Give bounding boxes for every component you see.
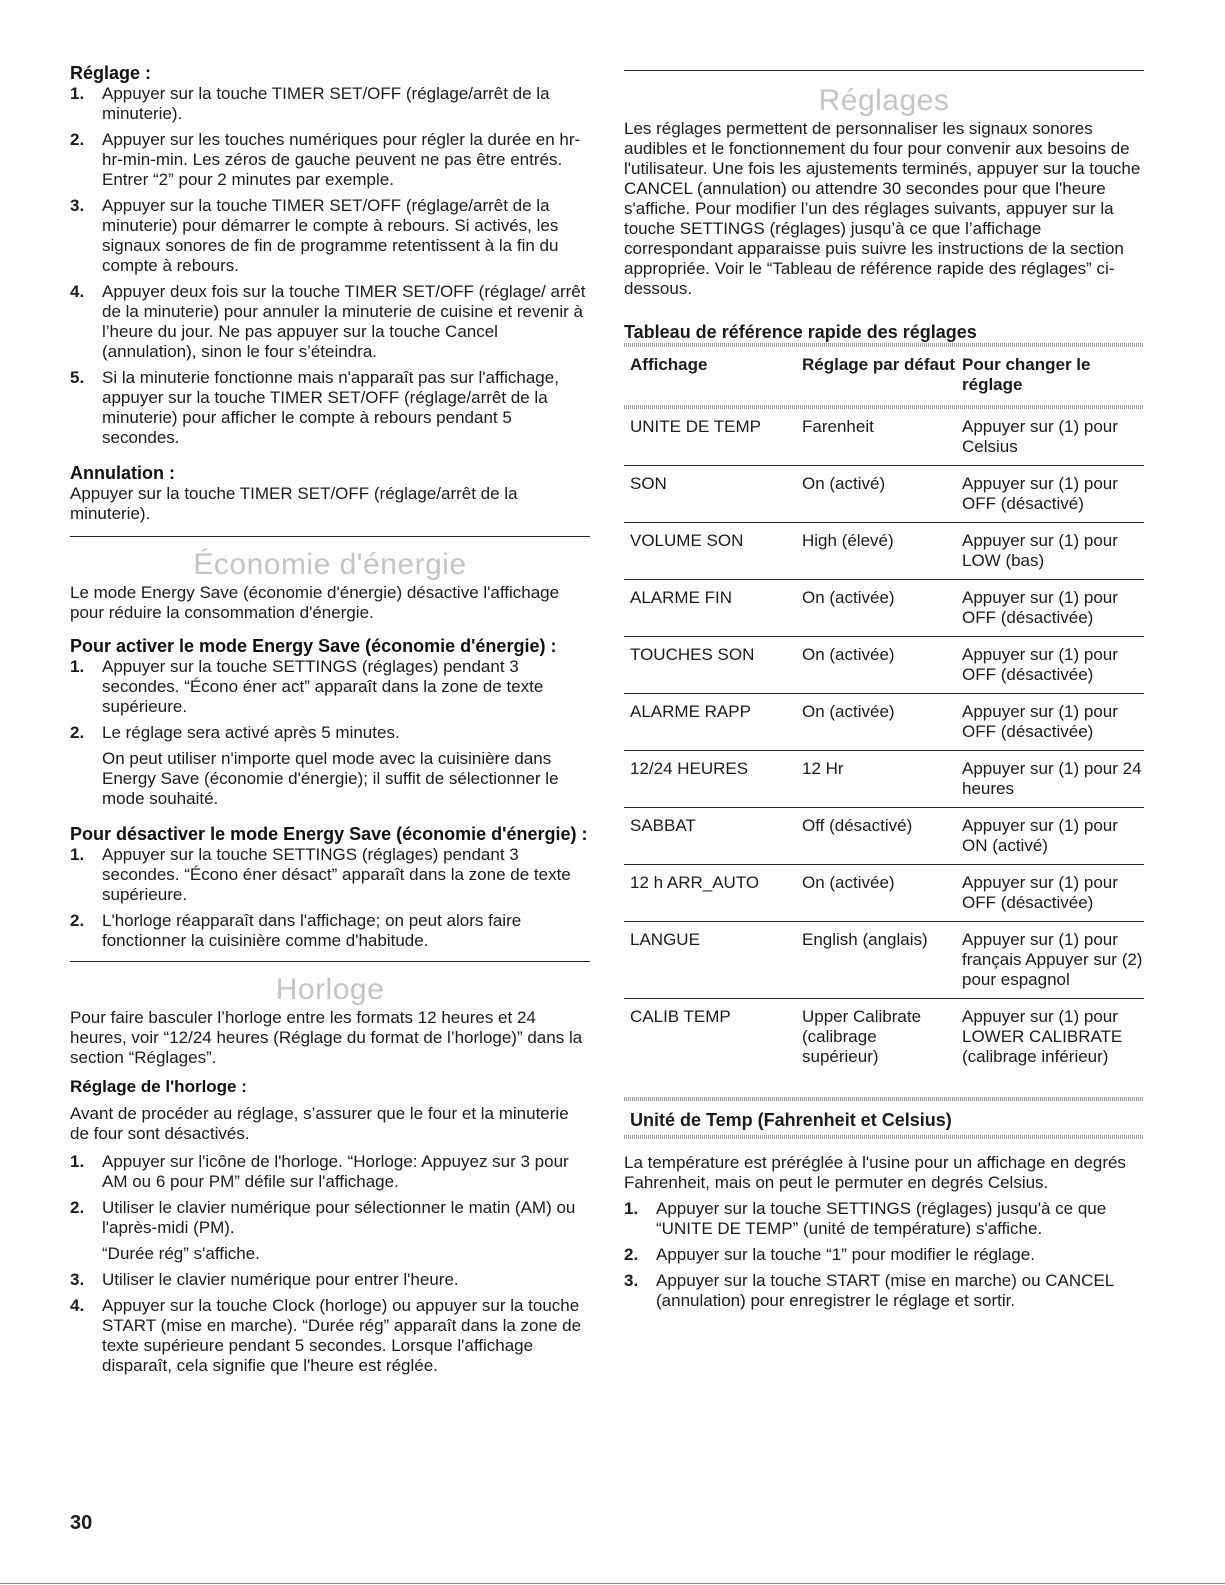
horloge-sub-text: Avant de procéder au réglage, s’assurer que le four et la minuterie de four sont désactivés. (70, 1104, 569, 1143)
horloge-steps (70, 1152, 590, 1376)
table-title: Tableau de référence rapide des réglages (624, 322, 977, 342)
table-header: Réglage par défaut (802, 355, 956, 374)
settings-table (624, 347, 1144, 1075)
annulation-text: Appuyer sur la touche TIMER SET/OFF (réglage/arrêt de la minuterie). (70, 484, 518, 523)
table-row: 12/24 HEURES 12 Hr Appuyer sur (1) pour 24 heures (624, 751, 1144, 808)
table-row: CALIB TEMP Upper Calibrate (calibrage supérieur) Appuyer sur (1) pour LOWER CALIBRATE (calibrage inférieur) (630, 1007, 1123, 1066)
section-divider (70, 536, 590, 537)
right-column (624, 70, 1144, 1317)
list-item: 2. Utiliser le clavier numérique pour sélectionner le matin (AM) ou l'après-midi (PM). “Durée rég” s'affiche. (70, 1198, 576, 1263)
table-row: ALARME FIN On (activée) Appuyer sur (1) pour OFF (désactivée) (624, 580, 1144, 637)
table-row: UNITE DE TEMP Farenheit Appuyer sur (1) pour Celsius (624, 409, 1144, 466)
reglages-intro: Les réglages permettent de personnaliser les signaux sonores audibles et le fonctionnement du four pour convenir aux besoins de l'utilisateur. Une fois les ajustements terminés, appuyer sur la touche CANCEL (annulation) ou attendre 30 secondes pour que l'heure s'affiche. Pour modifier l’un des réglages suivants, appuyer sur la touche SETTINGS (réglages) jusqu’à ce que l’affichage correspondant apparaisse puis suivre les instructions de la section appropriée. Voir le “Tableau de référence rapide des réglages” ci-dessous. (624, 119, 1141, 298)
energie-title: Économie d'énergie (193, 548, 467, 581)
horloge-sub-heading: Réglage de l'horloge : (70, 1077, 247, 1096)
list-item: 1. Appuyer sur la touche TIMER SET/OFF (réglage/arrêt de la minuterie). (70, 84, 550, 123)
unite-steps (624, 1199, 1144, 1311)
table-row: SABBAT Off (désactivé) Appuyer sur (1) pour ON (activé) (624, 808, 1144, 865)
activer-steps (70, 657, 590, 809)
list-item: 2. Appuyer sur la touche “1” pour modifier le réglage. (624, 1245, 1035, 1264)
page-bottom-edge (0, 1583, 1225, 1584)
list-item: 1. Appuyer sur l'icône de l'horloge. “Horloge: Appuyez sur 3 pour AM ou 6 pour PM” défile sur l'affichage. (70, 1152, 569, 1191)
list-item: 1. Appuyer sur la touche SETTINGS (réglages) pendant 3 secondes. “Écono éner act” apparaît dans la zone de texte supérieure. (70, 657, 544, 716)
activer-heading: Pour activer le mode Energy Save (économie d'énergie) : (70, 636, 557, 656)
table-row: SON On (activé) Appuyer sur (1) pour OFF (désactivé) (624, 466, 1144, 523)
list-item: 1. Appuyer sur la touche SETTINGS (réglages) pendant 3 secondes. “Écono éner désact” apparaît dans la zone de texte supérieure. (70, 845, 571, 904)
table-header: Pour changer le réglage (962, 355, 1091, 394)
desactiver-steps (70, 845, 590, 951)
page-number: 30 (70, 1512, 93, 1534)
section-divider (70, 961, 590, 962)
list-item: 2. L'horloge réapparaît dans l'affichage; on peut alors faire fonctionner la cuisinière comme d'habitude. (70, 911, 522, 950)
table-row: 12 h ARR_AUTO On (activée) Appuyer sur (1) pour OFF (désactivée) (624, 865, 1144, 922)
list-item: 5. Si la minuterie fonctionne mais n'apparaît pas sur l'affichage, appuyer sur la touche TIMER SET/OFF (réglage/arrêt de la minuterie) pour afficher le compte à rebours pendant 5 secondes. (70, 368, 559, 447)
reglages-title: Réglages (818, 84, 950, 117)
annulation-heading: Annulation : (70, 463, 175, 483)
section-divider (624, 70, 1144, 71)
reglage-steps (70, 84, 590, 448)
list-item: 4. Appuyer deux fois sur la touche TIMER SET/OFF (réglage/ arrêt de la minuterie) pour annuler la minuterie de cuisine et revenir à l’heure du jour. Ne pas appuyer sur la touche Cancel (annulation), sinon le four s’éteindra. (70, 282, 586, 361)
list-item: 3. Utiliser le clavier numérique pour entrer l'heure. (70, 1270, 459, 1289)
horloge-title: Horloge (275, 973, 385, 1006)
energie-intro: Le mode Energy Save (économie d'énergie) désactive l'affichage pour réduire la consommation d'énergie. (70, 583, 560, 622)
list-item: 4. Appuyer sur la touche Clock (horloge) ou appuyer sur la touche START (mise en marche). “Durée rég” apparaît dans la zone de texte supérieure pendant 5 secondes. Lorsque l'affichage disparaît, cela signifie que l'heure est réglée. (70, 1296, 582, 1375)
table-header-row (624, 347, 1144, 405)
table-row: VOLUME SON High (élevé) Appuyer sur (1) pour LOW (bas) (624, 523, 1144, 580)
desactiver-heading: Pour désactiver le mode Energy Save (économie d'énergie) : (70, 824, 588, 844)
table-row: ALARME RAPP On (activée) Appuyer sur (1) pour OFF (désactivée) (624, 694, 1144, 751)
table-row: LANGUE English (anglais) Appuyer sur (1) pour français Appuyer sur (2) pour espagnol (624, 922, 1144, 999)
unite-bottom-rule (624, 1135, 1144, 1139)
unite-heading: Unité de Temp (Fahrenheit et Celsius) (630, 1110, 952, 1130)
horloge-intro: Pour faire basculer l’horloge entre les formats 12 heures et 24 heures, voir “12/24 heures (Réglage du format de l’horloge)” dans la section “Réglages”. (70, 1008, 583, 1067)
unite-intro: La température est préréglée à l'usine pour un affichage en degrés Fahrenheit, mais on peut le permuter en degrés Celsius. (624, 1153, 1126, 1192)
list-item: 2. Le réglage sera activé après 5 minutes. On peut utiliser n'importe quel mode avec la cuisinière dans Energy Save (économie d'énergie); il suffit de sélectionner le mode souhaité. (70, 723, 559, 808)
list-item: 3. Appuyer sur la touche START (mise en marche) ou CANCEL (annulation) pour enregistrer le réglage et sortir. (624, 1271, 1114, 1310)
list-item: 2. Appuyer sur les touches numériques pour régler la durée en hr-hr-min-min. Les zéros de gauche peuvent ne pas être entrés. Entrer “2” pour 2 minutes par exemple. (70, 130, 581, 189)
table-row: TOUCHES SON On (activée) Appuyer sur (1) pour OFF (désactivée) (624, 637, 1144, 694)
list-item: 3. Appuyer sur la touche TIMER SET/OFF (réglage/arrêt de la minuterie) pour démarrer le compte à rebours. Si activés, les signaux sonores de fin de programme retentissent à la fin du compte à rebours. (70, 196, 559, 275)
list-item: 1. Appuyer sur la touche SETTINGS (réglages) jusqu'à ce que “UNITE DE TEMP” (unité de température) s'affiche. (624, 1199, 1107, 1238)
reglage-heading: Réglage : (70, 63, 152, 83)
unite-top-rule (624, 1097, 1144, 1101)
table-header: Affichage (630, 355, 708, 374)
left-column (70, 62, 590, 1382)
